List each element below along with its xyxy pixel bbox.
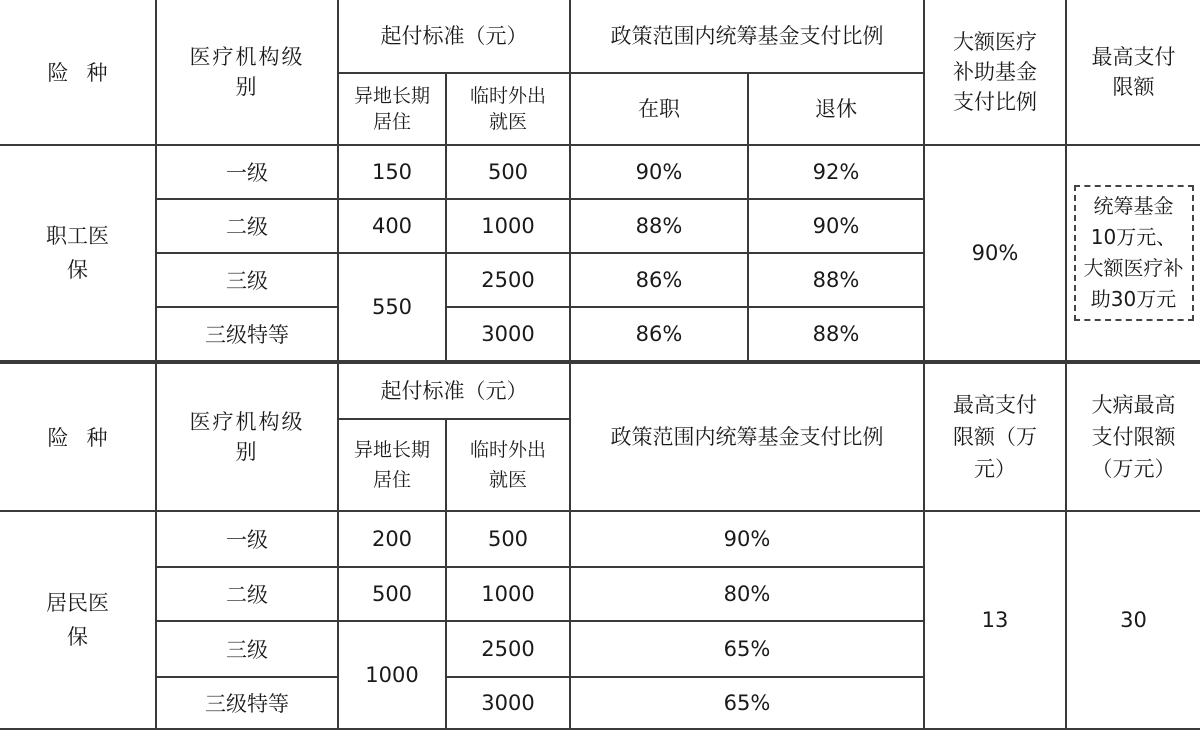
level-cell: 三级 [156,621,338,677]
deductible-long-term-cell: 400 [338,199,446,253]
ratio-retired-cell: 88% [748,253,924,307]
header-insurance-type: 险种 [0,363,156,511]
max-limit-value: 13 [924,511,1066,729]
header-temporary-visit: 临时外出就医 [446,73,570,145]
fund-ratio-cell: 90% [570,511,924,567]
header-fund-ratio: 政策范围内统筹基金支付比例 [570,0,924,73]
header-deductible: 起付标准（元） [338,0,570,73]
table-row [0,145,1200,199]
resident-insurance-table [0,362,1200,730]
max-limit-value: 统筹基金10万元、大额医疗补助30万元 [1066,145,1200,361]
deductible-long-term-cell: 150 [338,145,446,199]
header-employed: 在职 [570,73,748,145]
ratio-employed-cell: 90% [570,145,748,199]
table-row [0,511,1200,567]
level-cell: 一级 [156,145,338,199]
deductible-temporary-cell: 2500 [446,621,570,677]
fund-ratio-cell: 80% [570,567,924,621]
deductible-temporary-cell: 3000 [446,677,570,729]
level-cell: 三级特等 [156,307,338,361]
deductible-temporary-cell: 500 [446,145,570,199]
resident-insurance-label: 居民医保 [0,511,156,729]
deductible-temporary-cell: 500 [446,511,570,567]
deductible-temporary-cell: 2500 [446,253,570,307]
deductible-temporary-cell: 1000 [446,199,570,253]
deductible-long-term-cell: 1000 [338,621,446,729]
header-fund-ratio: 政策范围内统筹基金支付比例 [570,363,924,511]
deductible-long-term-cell: 550 [338,253,446,361]
header-temporary-visit: 临时外出就医 [446,419,570,511]
ratio-employed-cell: 88% [570,199,748,253]
header-critical-illness-limit: 大病最高支付限额（万元） [1066,363,1200,511]
fund-ratio-cell: 65% [570,621,924,677]
header-major-aid-ratio: 大额医疗补助基金支付比例 [924,0,1066,145]
header-long-term-residence: 异地长期居住 [338,419,446,511]
header-institution-level: 医疗机构级别 [156,0,338,145]
employee-insurance-table [0,0,1200,362]
level-cell: 三级特等 [156,677,338,729]
header-deductible: 起付标准（元） [338,363,570,419]
fund-ratio-cell: 65% [570,677,924,729]
level-cell: 二级 [156,567,338,621]
deductible-long-term-cell: 500 [338,567,446,621]
ratio-employed-cell: 86% [570,307,748,361]
level-cell: 二级 [156,199,338,253]
level-cell: 三级 [156,253,338,307]
header-retired: 退休 [748,73,924,145]
header-insurance-type: 险种 [0,0,156,145]
employee-insurance-label: 职工医保 [0,145,156,361]
ratio-retired-cell: 88% [748,307,924,361]
header-long-term-residence: 异地长期居住 [338,73,446,145]
critical-illness-limit-value: 30 [1066,511,1200,729]
deductible-long-term-cell: 200 [338,511,446,567]
ratio-employed-cell: 86% [570,253,748,307]
ratio-retired-cell: 90% [748,199,924,253]
header-max-limit: 最高支付限额（万元） [924,363,1066,511]
ratio-retired-cell: 92% [748,145,924,199]
level-cell: 一级 [156,511,338,567]
deductible-temporary-cell: 3000 [446,307,570,361]
header-institution-level: 医疗机构级别 [156,363,338,511]
major-aid-ratio-value: 90% [924,145,1066,361]
deductible-temporary-cell: 1000 [446,567,570,621]
header-max-limit: 最高支付限额 [1066,0,1200,145]
